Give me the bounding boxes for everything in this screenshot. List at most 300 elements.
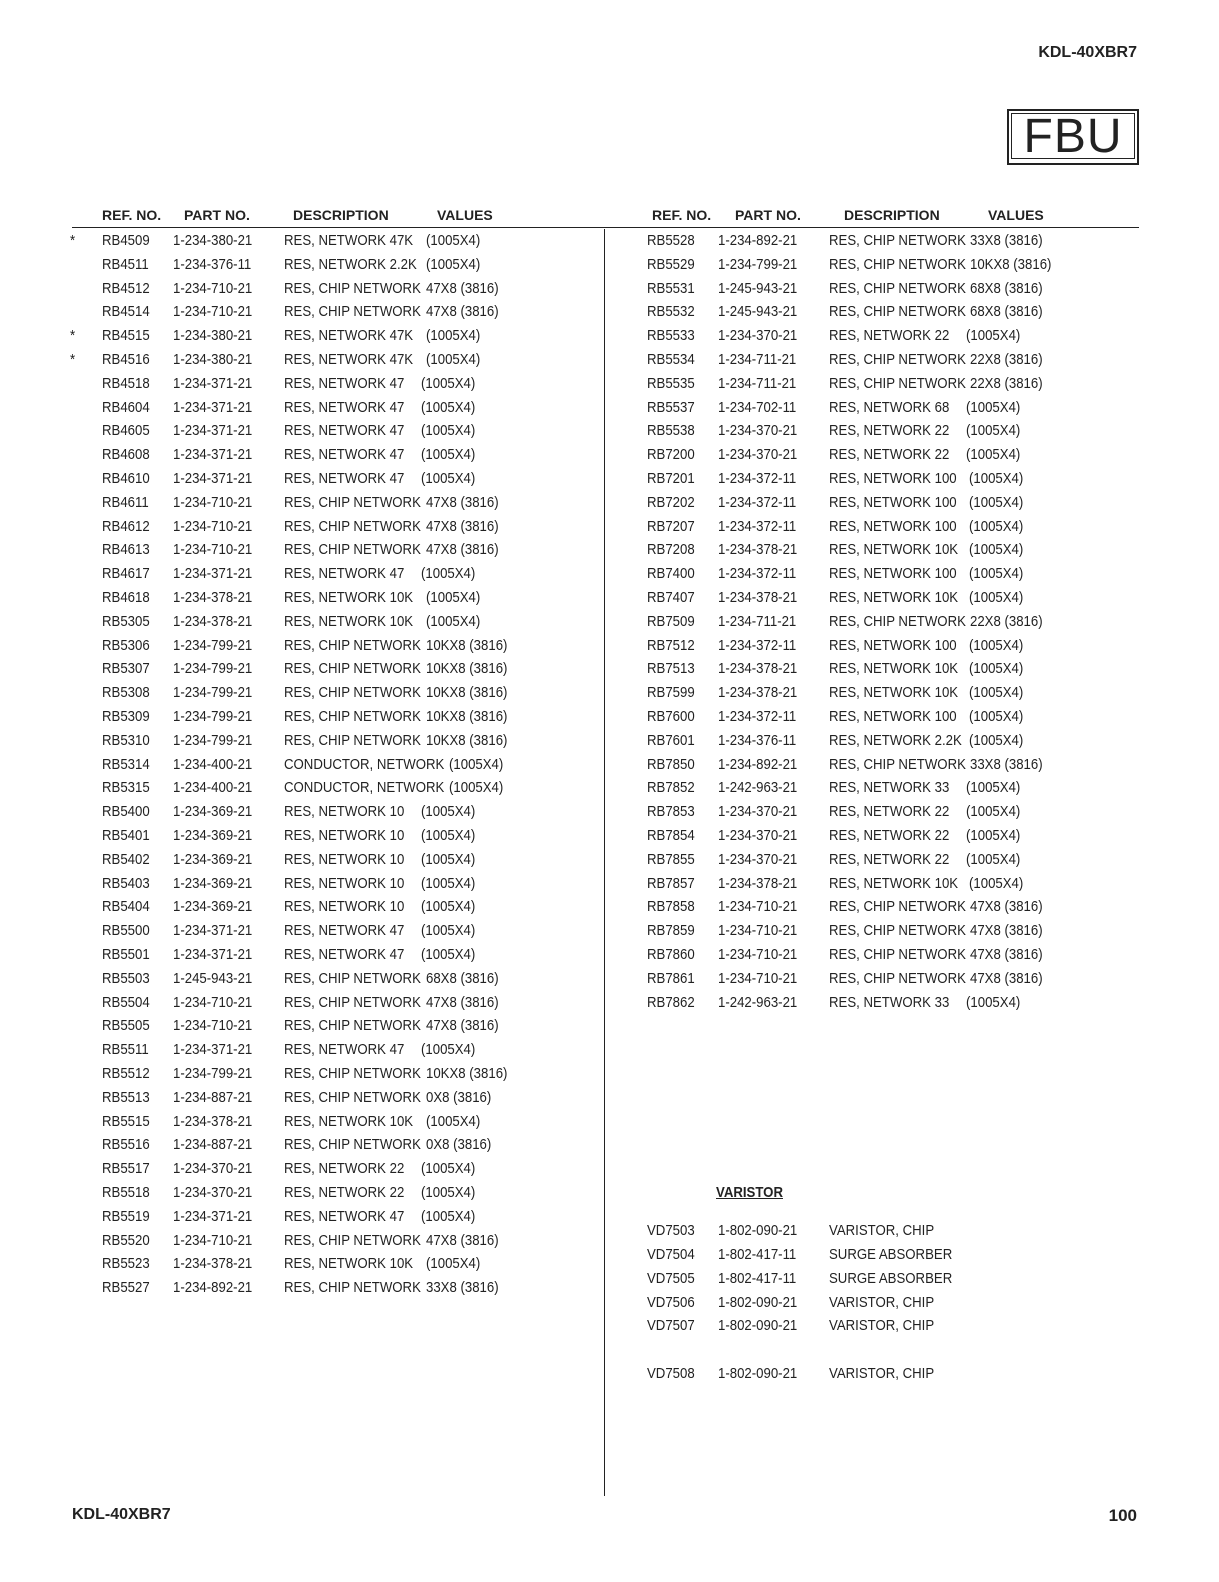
part-no: 1-234-372-11	[717, 493, 797, 511]
col-ref-header-right: REF. NO.	[652, 207, 712, 223]
description: RES, NETWORK 22	[828, 850, 950, 868]
description: RES, CHIP NETWORK	[828, 898, 966, 916]
value: (1005X4)	[968, 470, 1024, 487]
part-no: 1-234-369-21	[172, 850, 253, 868]
ref-no: RB5520	[101, 1231, 150, 1249]
ref-no: RB4512	[101, 279, 150, 297]
value: 10KX8 (3816)	[425, 708, 508, 725]
header-model: KDL-40XBR7	[1038, 44, 1137, 61]
description: RES, CHIP NETWORK	[283, 1231, 421, 1249]
part-no: 1-234-376-11	[172, 255, 252, 273]
value: (1005X4)	[966, 422, 1021, 440]
ref-no: RB5527	[101, 1279, 150, 1297]
value: 47X8 (3816)	[969, 946, 1043, 963]
ref-no: RB5515	[101, 1112, 150, 1130]
ref-no: RB5519	[101, 1207, 150, 1225]
description: RES, NETWORK 100	[828, 493, 957, 511]
value: 47X8 (3816)	[969, 969, 1043, 987]
part-no: 1-234-799-21	[717, 255, 798, 273]
part-no: 1-234-369-21	[172, 827, 253, 844]
value: 47X8 (3816)	[425, 493, 499, 511]
part-no: 1-234-372-11	[717, 565, 797, 583]
section-label-box	[1007, 109, 1139, 165]
ref-no: RB5315	[101, 779, 150, 797]
value: (1005X4)	[968, 660, 1024, 678]
part-no: 1-234-369-21	[172, 898, 253, 916]
part-no: 1-234-380-21	[172, 327, 253, 345]
value: (1005X4)	[420, 874, 476, 892]
ref-no: RB4612	[101, 517, 150, 535]
value: (1005X4)	[966, 327, 1021, 345]
ref-no: RB5533	[647, 327, 695, 345]
star-marker: *	[70, 232, 76, 249]
value: 47X8 (3816)	[425, 1017, 499, 1035]
ref-no: RB5403	[101, 874, 150, 892]
description: RES, CHIP NETWORK	[828, 351, 966, 368]
description: RES, CHIP NETWORK	[828, 755, 966, 773]
value: (1005X4)	[420, 374, 476, 392]
part-no: 1-234-371-21	[172, 922, 253, 940]
part-no: 1-234-378-21	[172, 1112, 253, 1130]
description: RES, NETWORK 47	[283, 946, 405, 963]
description: RES, NETWORK 100	[828, 517, 957, 535]
description: RES, NETWORK 10	[283, 827, 405, 844]
ref-no: RB7509	[647, 612, 695, 630]
ref-no: RB5404	[101, 898, 150, 916]
description: RES, CHIP NETWORK	[283, 1065, 421, 1082]
value: (1005X4)	[420, 850, 476, 868]
description: RES, CHIP NETWORK	[283, 969, 421, 987]
description: RES, NETWORK 47	[283, 1207, 405, 1225]
value: 47X8 (3816)	[425, 541, 499, 559]
part-no: 1-234-378-21	[172, 1255, 253, 1273]
value: (1005X4)	[966, 850, 1021, 868]
ref-no: RB4618	[101, 589, 150, 606]
ref-no: RB5501	[101, 946, 150, 963]
value: (1005X4)	[420, 565, 476, 583]
description: VARISTOR, CHIP	[828, 1294, 935, 1311]
value: (1005X4)	[966, 803, 1021, 821]
description: RES, NETWORK 47	[283, 470, 405, 487]
ref-no: VD7504	[647, 1246, 695, 1263]
part-no: 1-234-370-21	[717, 422, 798, 440]
description: RES, CHIP NETWORK	[828, 279, 966, 297]
value: (1005X4)	[968, 565, 1024, 583]
ref-no: RB5531	[647, 279, 695, 297]
ref-no: RB7601	[647, 731, 695, 749]
ref-no: RB5505	[101, 1017, 150, 1035]
ref-no: RB7200	[647, 446, 695, 464]
ref-no: VD7506	[647, 1294, 695, 1311]
description: RES, NETWORK 47K	[283, 351, 414, 368]
description: RES, NETWORK 47	[283, 398, 405, 416]
ref-no: RB7853	[647, 803, 695, 821]
ref-no: RB5504	[101, 993, 150, 1011]
description: CONDUCTOR, NETWORK	[283, 755, 445, 773]
part-no: 1-234-371-21	[172, 470, 253, 487]
description: RES, CHIP NETWORK	[283, 303, 421, 321]
col-ref-header-left: REF. NO.	[102, 207, 162, 223]
part-no: 1-234-378-21	[717, 684, 798, 702]
part-no: 1-234-711-21	[717, 351, 797, 368]
value: (1005X4)	[420, 1207, 476, 1225]
part-no: 1-802-417-11	[717, 1270, 797, 1287]
ref-no: RB5308	[101, 684, 150, 702]
description: RES, CHIP NETWORK	[828, 303, 966, 321]
description: RES, NETWORK 47	[283, 446, 405, 464]
ref-no: RB5537	[647, 398, 695, 416]
part-no: 1-245-943-21	[717, 303, 798, 321]
value: (1005X4)	[968, 493, 1024, 511]
description: VARISTOR, CHIP	[828, 1317, 935, 1334]
ref-no: RB5503	[101, 969, 150, 987]
description: RES, NETWORK 10K	[283, 1112, 414, 1130]
part-no: 1-802-090-21	[717, 1294, 798, 1311]
part-no: 1-245-943-21	[172, 969, 253, 987]
value: 68X8 (3816)	[425, 969, 499, 987]
description: RES, NETWORK 22	[828, 327, 950, 345]
part-no: 1-234-378-21	[717, 874, 798, 892]
description: RES, NETWORK 10	[283, 803, 405, 821]
description: RES, CHIP NETWORK	[283, 708, 421, 725]
value: (1005X4)	[420, 446, 476, 464]
description: RES, NETWORK 10K	[828, 684, 959, 702]
description: RES, CHIP NETWORK	[283, 993, 421, 1011]
value: (1005X4)	[425, 589, 481, 606]
ref-no: RB4605	[101, 422, 150, 440]
description: RES, CHIP NETWORK	[828, 969, 966, 987]
description: RES, NETWORK 47K	[283, 327, 414, 345]
part-no: 1-234-372-11	[717, 708, 797, 725]
value: 47X8 (3816)	[969, 922, 1043, 940]
description: RES, NETWORK 10K	[283, 1255, 414, 1273]
part-no: 1-234-371-21	[172, 565, 253, 583]
value: (1005X4)	[968, 731, 1024, 749]
part-no: 1-234-710-21	[172, 303, 253, 321]
value: (1005X4)	[425, 351, 481, 368]
description: RES, CHIP NETWORK	[283, 684, 421, 702]
value: (1005X4)	[966, 827, 1021, 844]
value: 47X8 (3816)	[969, 898, 1043, 916]
ref-no: RB5314	[101, 755, 150, 773]
value: 10KX8 (3816)	[969, 255, 1052, 273]
ref-no: VD7508	[647, 1365, 695, 1382]
ref-no: RB4514	[101, 303, 150, 321]
ref-no: RB4613	[101, 541, 150, 559]
description: VARISTOR, CHIP	[828, 1222, 935, 1239]
description: RES, CHIP NETWORK	[283, 493, 421, 511]
section-label: FBU	[1011, 113, 1135, 159]
ref-no: RB5500	[101, 922, 150, 940]
value: 0X8 (3816)	[425, 1088, 492, 1106]
star-marker: *	[70, 327, 76, 345]
column-divider	[604, 229, 605, 1496]
value: 47X8 (3816)	[425, 279, 499, 297]
value: (1005X4)	[966, 779, 1021, 797]
ref-no: RB7400	[647, 565, 695, 583]
part-no: 1-234-370-21	[717, 850, 798, 868]
part-no: 1-234-372-11	[717, 636, 797, 654]
description: RES, CHIP NETWORK	[828, 946, 966, 963]
part-no: 1-802-090-21	[717, 1317, 798, 1334]
part-no: 1-234-372-11	[717, 470, 797, 487]
part-no: 1-234-710-21	[717, 898, 798, 916]
description: RES, NETWORK 2.2K	[828, 731, 962, 749]
description: RES, NETWORK 22	[828, 827, 950, 844]
col-part-header-right: PART NO.	[735, 207, 801, 223]
part-no: 1-234-371-21	[172, 1207, 253, 1225]
part-no: 1-234-711-21	[717, 374, 797, 392]
value: (1005X4)	[420, 1160, 476, 1178]
part-no: 1-234-378-21	[717, 541, 798, 559]
ref-no: RB5309	[101, 708, 150, 725]
ref-no: RB7859	[647, 922, 695, 940]
description: RES, NETWORK 47	[283, 374, 405, 392]
value: (1005X4)	[420, 922, 476, 940]
part-no: 1-234-799-21	[172, 1065, 253, 1082]
ref-no: VD7505	[647, 1270, 695, 1287]
value: (1005X4)	[420, 1041, 476, 1059]
description: RES, CHIP NETWORK	[283, 1136, 421, 1154]
description: RES, NETWORK 33	[828, 779, 950, 797]
value: (1005X4)	[420, 803, 476, 821]
description: RES, NETWORK 22	[283, 1160, 405, 1178]
value: 22X8 (3816)	[969, 374, 1043, 392]
ref-no: RB7201	[647, 470, 695, 487]
part-no: 1-234-370-21	[172, 1160, 253, 1178]
part-no: 1-234-710-21	[172, 279, 253, 297]
part-no: 1-245-943-21	[717, 279, 798, 297]
ref-no: RB7862	[647, 993, 695, 1011]
part-no: 1-234-378-21	[172, 612, 253, 630]
description: RES, NETWORK 22	[828, 446, 950, 464]
part-no: 1-234-710-21	[172, 1017, 253, 1035]
part-no: 1-802-090-21	[717, 1222, 798, 1239]
ref-no: RB7407	[647, 589, 695, 606]
ref-no: RB5513	[101, 1088, 150, 1106]
value: 68X8 (3816)	[969, 279, 1043, 297]
description: RES, CHIP NETWORK	[283, 541, 421, 559]
description: RES, NETWORK 100	[828, 636, 957, 654]
description: RES, NETWORK 10K	[283, 589, 414, 606]
part-no: 1-234-378-21	[172, 589, 253, 606]
part-no: 1-234-799-21	[172, 660, 253, 678]
part-no: 1-234-400-21	[172, 755, 253, 773]
part-no: 1-234-710-21	[172, 517, 253, 535]
ref-no: RB4511	[101, 255, 149, 273]
part-no: 1-234-799-21	[172, 636, 253, 654]
part-no: 1-234-710-21	[172, 993, 253, 1011]
ref-no: RB7850	[647, 755, 695, 773]
ref-no: RB5518	[101, 1184, 150, 1201]
value: 10KX8 (3816)	[425, 636, 508, 654]
description: RES, CHIP NETWORK	[283, 1088, 421, 1106]
part-no: 1-234-887-21	[172, 1136, 253, 1154]
part-no: 1-234-710-21	[172, 1231, 253, 1249]
value: (1005X4)	[425, 612, 481, 630]
value: (1005X4)	[420, 1184, 476, 1201]
ref-no: RB5528	[647, 232, 695, 249]
ref-no: RB5523	[101, 1255, 150, 1273]
ref-no: RB5532	[647, 303, 695, 321]
description: RES, NETWORK 2.2K	[283, 255, 417, 273]
description: RES, CHIP NETWORK	[283, 636, 421, 654]
description: VARISTOR, CHIP	[828, 1365, 935, 1382]
part-no: 1-234-799-21	[172, 684, 253, 702]
part-no: 1-234-710-21	[717, 969, 798, 987]
ref-no: RB7512	[647, 636, 695, 654]
description: RES, NETWORK 10	[283, 874, 405, 892]
description: RES, NETWORK 47	[283, 1041, 405, 1059]
value: 0X8 (3816)	[425, 1136, 492, 1154]
value: (1005X4)	[425, 1255, 481, 1273]
ref-no: RB5400	[101, 803, 150, 821]
value: 10KX8 (3816)	[425, 1065, 508, 1082]
part-no: 1-234-710-21	[172, 493, 253, 511]
value: (1005X4)	[448, 779, 504, 797]
value: (1005X4)	[968, 684, 1024, 702]
part-no: 1-802-090-21	[717, 1365, 798, 1382]
value: (1005X4)	[966, 993, 1021, 1011]
description: RES, CHIP NETWORK	[828, 922, 966, 940]
part-no: 1-234-378-21	[717, 589, 798, 606]
description: RES, NETWORK 47	[283, 422, 405, 440]
part-no: 1-234-378-21	[717, 660, 798, 678]
ref-no: RB7202	[647, 493, 695, 511]
part-no: 1-234-380-21	[172, 232, 253, 249]
part-no: 1-234-400-21	[172, 779, 253, 797]
part-no: 1-234-376-11	[717, 731, 797, 749]
ref-no: RB5305	[101, 612, 150, 630]
part-no: 1-234-892-21	[717, 755, 798, 773]
description: RES, CHIP NETWORK	[283, 1279, 421, 1297]
value: 47X8 (3816)	[425, 517, 499, 535]
value: 47X8 (3816)	[425, 1231, 499, 1249]
col-desc-header-left: DESCRIPTION	[293, 207, 389, 223]
part-no: 1-234-710-21	[717, 922, 798, 940]
value: (1005X4)	[968, 541, 1024, 559]
page-number: 100	[1108, 1506, 1137, 1525]
description: RES, NETWORK 10K	[283, 612, 414, 630]
value: (1005X4)	[425, 232, 481, 249]
part-no: 1-234-710-21	[717, 946, 798, 963]
value: 47X8 (3816)	[425, 303, 499, 321]
ref-no: RB4617	[101, 565, 150, 583]
ref-no: RB7600	[647, 708, 695, 725]
ref-no: RB4608	[101, 446, 150, 464]
ref-no: RB5516	[101, 1136, 150, 1154]
description: RES, NETWORK 47	[283, 922, 405, 940]
part-no: 1-234-371-21	[172, 374, 253, 392]
part-no: 1-234-371-21	[172, 446, 253, 464]
part-no: 1-242-963-21	[717, 993, 798, 1011]
description: RES, NETWORK 22	[828, 803, 950, 821]
part-no: 1-234-371-21	[172, 1041, 253, 1059]
value: (1005X4)	[968, 589, 1024, 606]
value: (1005X4)	[425, 327, 481, 345]
value: 33X8 (3816)	[969, 755, 1043, 773]
description: RES, CHIP NETWORK	[283, 517, 421, 535]
value: (1005X4)	[966, 446, 1021, 464]
description: RES, CHIP NETWORK	[283, 731, 421, 749]
part-no: 1-234-370-21	[717, 803, 798, 821]
ref-no: RB7857	[647, 874, 695, 892]
value: 10KX8 (3816)	[425, 684, 508, 702]
value: 68X8 (3816)	[969, 303, 1043, 321]
part-no: 1-234-892-21	[172, 1279, 253, 1297]
header-rule	[72, 227, 1139, 228]
ref-no: RB4515	[101, 327, 150, 345]
part-no: 1-234-371-21	[172, 946, 253, 963]
value: (1005X4)	[420, 898, 476, 916]
description: RES, NETWORK 22	[283, 1184, 405, 1201]
part-no: 1-234-369-21	[172, 874, 253, 892]
description: SURGE ABSORBER	[828, 1270, 953, 1287]
part-no: 1-234-892-21	[717, 232, 798, 249]
ref-no: RB5538	[647, 422, 695, 440]
col-desc-header-right: DESCRIPTION	[844, 207, 940, 223]
description: RES, NETWORK 100	[828, 565, 957, 583]
ref-no: RB5401	[101, 827, 150, 844]
ref-no: VD7503	[647, 1222, 695, 1239]
description: RES, NETWORK 10	[283, 850, 405, 868]
ref-no: RB5511	[101, 1041, 149, 1059]
ref-no: VD7507	[647, 1317, 695, 1334]
value: (1005X4)	[448, 755, 504, 773]
col-values-header-left: VALUES	[437, 207, 493, 223]
ref-no: RB4509	[101, 232, 150, 249]
description: RES, NETWORK 47	[283, 565, 405, 583]
value: (1005X4)	[425, 255, 481, 273]
ref-no: RB5529	[647, 255, 695, 273]
description: RES, CHIP NETWORK	[283, 279, 421, 297]
ref-no: RB5306	[101, 636, 150, 654]
part-no: 1-242-963-21	[717, 779, 798, 797]
description: SURGE ABSORBER	[828, 1246, 953, 1263]
ref-no: RB5534	[647, 351, 695, 368]
varistor-section-title: VARISTOR	[716, 1184, 783, 1201]
value: (1005X4)	[420, 470, 476, 487]
part-no: 1-234-371-21	[172, 398, 253, 416]
description: RES, NETWORK 22	[828, 422, 950, 440]
part-no: 1-234-370-21	[717, 327, 798, 345]
ref-no: RB4516	[101, 351, 150, 368]
value: (1005X4)	[420, 827, 476, 844]
description: RES, NETWORK 10K	[828, 541, 959, 559]
ref-no: RB7513	[647, 660, 695, 678]
description: RES, CHIP NETWORK	[828, 374, 966, 392]
footer-model: KDL-40XBR7	[72, 1506, 171, 1523]
col-part-header-left: PART NO.	[184, 207, 250, 223]
part-no: 1-234-887-21	[172, 1088, 253, 1106]
value: 10KX8 (3816)	[425, 731, 508, 749]
description: RES, NETWORK 68	[828, 398, 950, 416]
value: (1005X4)	[425, 1112, 481, 1130]
description: RES, NETWORK 10	[283, 898, 405, 916]
value: 33X8 (3816)	[969, 232, 1043, 249]
description: RES, NETWORK 10K	[828, 589, 959, 606]
star-marker: *	[70, 351, 76, 368]
ref-no: RB7852	[647, 779, 695, 797]
value: 33X8 (3816)	[425, 1279, 499, 1297]
part-no: 1-234-371-21	[172, 422, 253, 440]
part-no: 1-234-370-21	[172, 1184, 253, 1201]
value: (1005X4)	[968, 636, 1024, 654]
part-no: 1-234-799-21	[172, 708, 253, 725]
ref-no: RB5402	[101, 850, 150, 868]
part-no: 1-234-372-11	[717, 517, 797, 535]
ref-no: RB7860	[647, 946, 695, 963]
